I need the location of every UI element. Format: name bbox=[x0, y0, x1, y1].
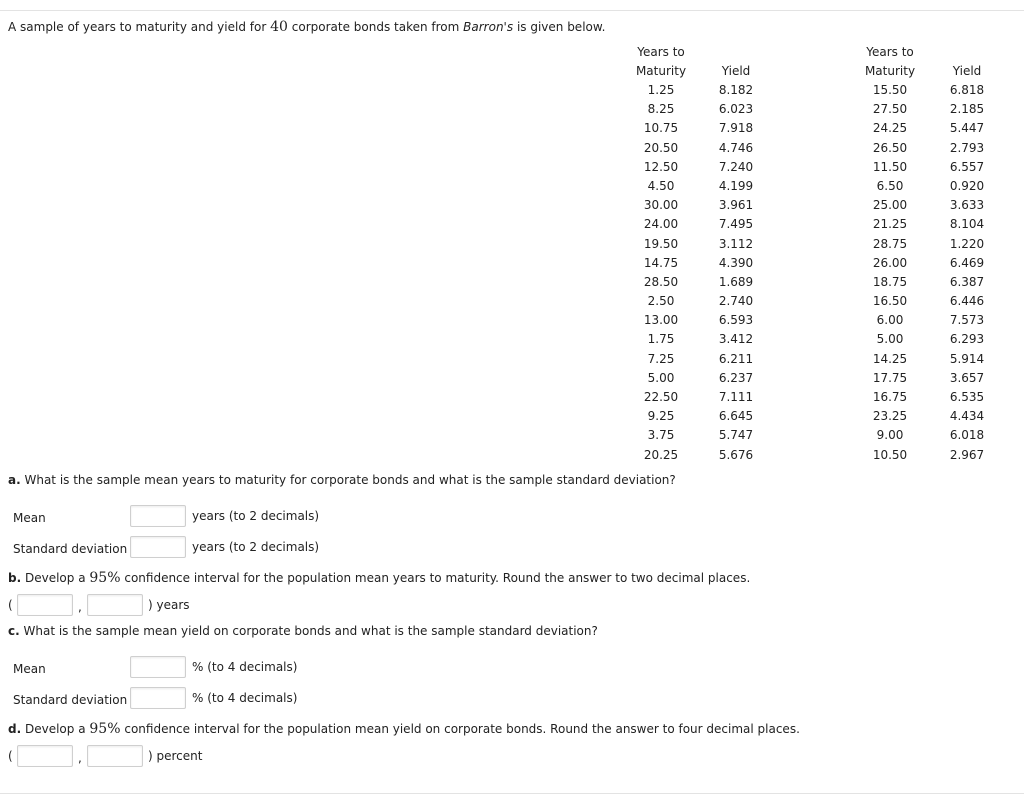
table-cell: 2.967 bbox=[949, 447, 985, 462]
table-cell: 10.50 bbox=[872, 447, 908, 462]
table-cell: 13.00 bbox=[643, 313, 679, 328]
table-cell: 17.75 bbox=[872, 370, 908, 385]
problem-intro bbox=[8, 19, 605, 35]
table-cell: 6.00 bbox=[876, 313, 904, 328]
part-c-sd-unit: % (to 4 decimals) bbox=[192, 691, 298, 705]
table-cell: 2.740 bbox=[718, 294, 754, 309]
col3-header-line2: Maturity bbox=[864, 64, 916, 78]
intro-source: Barron's bbox=[463, 20, 514, 34]
table-cell: 3.75 bbox=[647, 428, 675, 443]
table-cell: 20.25 bbox=[643, 447, 679, 462]
table-cell: 21.25 bbox=[872, 217, 908, 232]
intro-middle: corporate bonds taken from bbox=[291, 20, 460, 34]
part-b-after: confidence interval for the population mean years to maturity. Round the answer to two decimal places. bbox=[124, 571, 751, 585]
part-c-sd-input[interactable] bbox=[130, 687, 186, 709]
table-cell: 28.50 bbox=[643, 274, 679, 289]
maturity-column-2 bbox=[852, 81, 928, 465]
table-cell: 6.446 bbox=[949, 294, 985, 309]
intro-before: A sample of years to maturity and yield for bbox=[8, 20, 267, 34]
table-cell: 22.50 bbox=[643, 390, 679, 404]
table-cell: 6.535 bbox=[949, 390, 985, 404]
table-cell: 6.237 bbox=[718, 370, 754, 385]
table-cell: 7.918 bbox=[718, 121, 754, 136]
table-cell: 27.50 bbox=[872, 102, 908, 117]
table-cell: 12.50 bbox=[643, 159, 679, 174]
table-cell: 6.645 bbox=[718, 409, 754, 424]
table-cell: 6.593 bbox=[718, 313, 754, 328]
part-d-comma: , bbox=[78, 751, 82, 765]
part-c-mean-unit: % (to 4 decimals) bbox=[192, 660, 298, 674]
table-cell: 4.390 bbox=[718, 255, 754, 270]
table-cell: 6.018 bbox=[949, 428, 985, 443]
part-b-before: Develop a bbox=[24, 571, 86, 585]
part-c-mean-label: Mean bbox=[13, 662, 46, 676]
part-d-after: confidence interval for the population mean yield on corporate bonds. Round the answer to four decimal places. bbox=[124, 722, 800, 736]
table-cell: 5.447 bbox=[949, 121, 985, 136]
part-c-letter: c. bbox=[8, 624, 20, 638]
part-b-open-paren: ( bbox=[8, 598, 13, 612]
yield-column-1 bbox=[704, 81, 768, 465]
table-cell: 11.50 bbox=[872, 159, 908, 174]
table-cell: 5.00 bbox=[647, 370, 675, 385]
maturity-column-1 bbox=[623, 81, 699, 465]
table-cell: 6.387 bbox=[949, 274, 985, 289]
part-b-upper-input[interactable] bbox=[87, 594, 143, 616]
table-cell: 7.240 bbox=[718, 159, 754, 174]
table-cell: 18.75 bbox=[872, 274, 908, 289]
part-b-letter: b. bbox=[8, 571, 22, 585]
table-cell: 15.50 bbox=[872, 83, 908, 97]
col1-header-line2: Maturity bbox=[635, 64, 687, 78]
col2-header: Yield bbox=[721, 64, 751, 78]
table-cell: 2.793 bbox=[949, 140, 985, 155]
table-cell: 8.182 bbox=[718, 83, 754, 97]
table-cell: 6.818 bbox=[949, 83, 985, 97]
col1-header-line1: Years to bbox=[637, 45, 685, 59]
part-a-letter: a. bbox=[8, 473, 21, 487]
part-d-open-paren: ( bbox=[8, 749, 13, 763]
table-cell: 3.112 bbox=[718, 236, 754, 251]
table-cell: 7.573 bbox=[949, 313, 985, 328]
table-cell: 30.00 bbox=[643, 198, 679, 213]
yield-column-2 bbox=[935, 81, 999, 465]
table-cell: 4.199 bbox=[718, 178, 754, 193]
part-b-close-unit: ) years bbox=[148, 598, 190, 612]
table-cell: 3.633 bbox=[949, 198, 985, 213]
table-cell: 4.746 bbox=[718, 140, 754, 155]
table-cell: 20.50 bbox=[643, 140, 679, 155]
part-a-text: What is the sample mean years to maturity for corporate bonds and what is the sample standard deviation? bbox=[24, 473, 676, 487]
table-cell: 26.00 bbox=[872, 255, 908, 270]
part-d-before: Develop a bbox=[24, 722, 86, 736]
table-cell: 8.25 bbox=[647, 102, 675, 117]
part-a-sd-unit: years (to 2 decimals) bbox=[192, 540, 320, 554]
table-cell: 19.50 bbox=[643, 236, 679, 251]
part-a-mean-input[interactable] bbox=[130, 505, 186, 527]
table-cell: 6.293 bbox=[949, 332, 985, 347]
table-cell: 9.25 bbox=[647, 409, 675, 424]
table-cell: 7.111 bbox=[718, 390, 754, 404]
table-cell: 5.914 bbox=[949, 351, 985, 366]
col1-header bbox=[623, 43, 699, 81]
table-cell: 8.104 bbox=[949, 217, 985, 232]
table-cell: 24.00 bbox=[643, 217, 679, 232]
intro-after: is given below. bbox=[516, 20, 606, 34]
table-cell: 6.211 bbox=[718, 351, 754, 366]
part-d-letter: d. bbox=[8, 722, 22, 736]
table-cell: 5.676 bbox=[718, 447, 754, 462]
part-b-comma: , bbox=[78, 600, 82, 614]
table-cell: 9.00 bbox=[876, 428, 904, 443]
table-cell: 1.220 bbox=[949, 236, 985, 251]
part-c-mean-input[interactable] bbox=[130, 656, 186, 678]
table-cell: 23.25 bbox=[872, 409, 908, 424]
table-cell: 0.920 bbox=[949, 178, 985, 193]
part-d-upper-input[interactable] bbox=[87, 745, 143, 767]
table-cell: 14.25 bbox=[872, 351, 908, 366]
table-cell: 5.00 bbox=[876, 332, 904, 347]
table-cell: 4.434 bbox=[949, 409, 985, 424]
table-cell: 3.657 bbox=[949, 370, 985, 385]
table-cell: 25.00 bbox=[872, 198, 908, 213]
table-cell: 3.961 bbox=[718, 198, 754, 213]
table-cell: 7.25 bbox=[647, 351, 675, 366]
table-cell: 2.185 bbox=[949, 102, 985, 117]
part-a-sd-input[interactable] bbox=[130, 536, 186, 558]
table-cell: 10.75 bbox=[643, 121, 679, 136]
part-c-text: What is the sample mean yield on corporate bonds and what is the sample standard deviation? bbox=[23, 624, 598, 638]
table-cell: 6.557 bbox=[949, 159, 985, 174]
part-b-confidence: 95% bbox=[89, 570, 121, 586]
table-cell: 2.50 bbox=[647, 294, 675, 309]
table-cell: 6.50 bbox=[876, 178, 904, 193]
col3-header-line1: Years to bbox=[866, 45, 914, 59]
intro-count: 40 bbox=[270, 19, 288, 35]
table-cell: 28.75 bbox=[872, 236, 908, 251]
table-cell: 16.50 bbox=[872, 294, 908, 309]
table-cell: 1.25 bbox=[647, 83, 675, 97]
table-cell: 1.75 bbox=[647, 332, 675, 347]
table-cell: 4.50 bbox=[647, 178, 675, 193]
part-d-confidence: 95% bbox=[89, 721, 121, 737]
table-cell: 3.412 bbox=[718, 332, 754, 347]
part-d-lower-input[interactable] bbox=[17, 745, 73, 767]
table-cell: 5.747 bbox=[718, 428, 754, 443]
part-d-close-unit: ) percent bbox=[148, 749, 203, 763]
table-cell: 14.75 bbox=[643, 255, 679, 270]
part-b-lower-input[interactable] bbox=[17, 594, 73, 616]
part-b-question bbox=[8, 570, 750, 586]
part-a-question bbox=[8, 472, 676, 488]
part-d-question bbox=[8, 721, 800, 737]
table-cell: 7.495 bbox=[718, 217, 754, 232]
part-c-question bbox=[8, 623, 598, 639]
table-cell: 16.75 bbox=[872, 390, 908, 404]
part-c-sd-label: Standard deviation bbox=[13, 693, 128, 707]
table-cell: 6.023 bbox=[718, 102, 754, 117]
part-a-mean-unit: years (to 2 decimals) bbox=[192, 509, 320, 523]
col4-header: Yield bbox=[952, 64, 982, 78]
table-cell: 24.25 bbox=[872, 121, 908, 136]
table-cell: 26.50 bbox=[872, 140, 908, 155]
part-a-sd-label: Standard deviation bbox=[13, 542, 128, 556]
part-a-mean-label: Mean bbox=[13, 511, 46, 525]
col3-header bbox=[852, 43, 928, 81]
table-cell: 6.469 bbox=[949, 255, 985, 270]
table-cell: 1.689 bbox=[718, 274, 754, 289]
